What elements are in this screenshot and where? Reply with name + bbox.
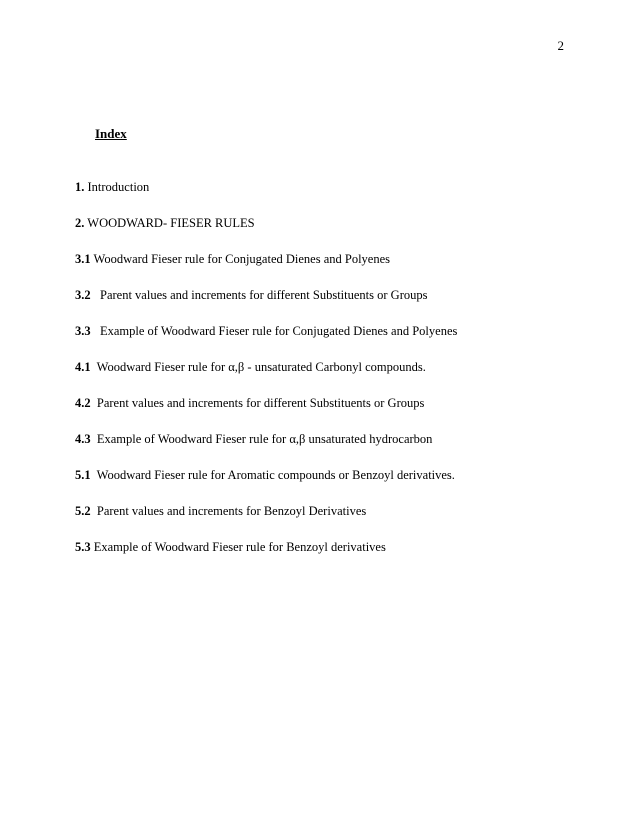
page-number: 2 <box>557 38 564 53</box>
toc-entry-4-3 <box>75 432 457 468</box>
toc-entry-3-2 <box>75 288 457 324</box>
toc-entry-title: Introduction <box>84 180 150 194</box>
toc-entry-number: 4.2 <box>75 396 91 410</box>
toc-entry-title: Example of Woodward Fieser rule for Benzoyl derivatives <box>90 540 386 554</box>
toc-entry-title: Woodward Fieser rule for α,β - unsaturated Carbonyl compounds. <box>90 360 426 374</box>
toc-entry-number: 5.2 <box>75 504 91 518</box>
toc-entry-5-2 <box>75 504 457 540</box>
toc-entry-title: Parent values and increments for Benzoyl Derivatives <box>90 504 367 518</box>
toc-entry-3-1 <box>75 252 457 288</box>
toc-entry-number: 1. <box>75 180 85 194</box>
toc-entry-number: 5.1 <box>75 468 91 482</box>
toc-entry-title: Woodward Fieser rule for Aromatic compounds or Benzoyl derivatives. <box>90 468 455 482</box>
toc-entry-4-1 <box>75 360 457 396</box>
toc-entry-number: 4.1 <box>75 360 91 374</box>
toc-entry-title: Woodward Fieser rule for Conjugated Dienes and Polyenes <box>90 252 391 266</box>
toc-entry-number: 3.1 <box>75 252 91 266</box>
toc-entry-3-3 <box>75 324 457 360</box>
table-of-contents <box>75 180 457 576</box>
toc-entry-title: Example of Woodward Fieser rule for Conjugated Dienes and Polyenes <box>90 324 458 338</box>
toc-entry-5-1 <box>75 468 457 504</box>
toc-entry-number: 2. <box>75 216 85 230</box>
toc-entry-1 <box>75 180 457 216</box>
toc-entry-number: 3.3 <box>75 324 91 338</box>
index-heading: Index <box>95 126 127 141</box>
toc-entry-title: Example of Woodward Fieser rule for α,β unsaturated hydrocarbon <box>90 432 433 446</box>
toc-entry-5-3 <box>75 540 457 576</box>
toc-entry-title: WOODWARD- FIESER RULES <box>84 216 255 230</box>
toc-entry-number: 3.2 <box>75 288 91 302</box>
toc-entry-title: Parent values and increments for different Substituents or Groups <box>90 288 428 302</box>
toc-entry-2 <box>75 216 457 252</box>
toc-entry-number: 5.3 <box>75 540 91 554</box>
toc-entry-4-2 <box>75 396 457 432</box>
toc-entry-number: 4.3 <box>75 432 91 446</box>
toc-entry-title: Parent values and increments for different Substituents or Groups <box>90 396 425 410</box>
